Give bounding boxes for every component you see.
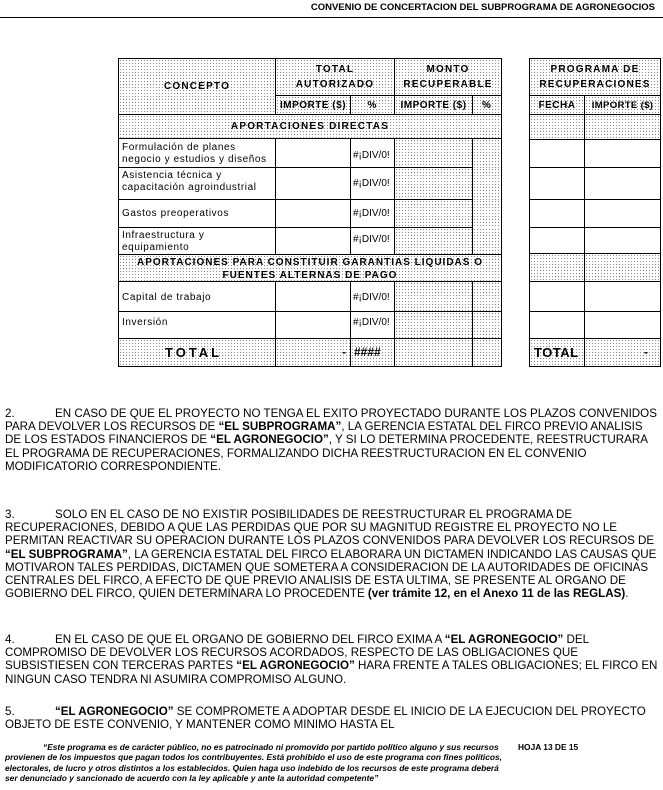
row-importe	[276, 282, 351, 312]
recuperaciones-total-label: TOTAL	[530, 339, 585, 366]
row-monto-pct	[473, 139, 501, 168]
paragraph-text: SE COMPROMETE A ADOPTAR DESDE EL INICIO DE LA EJECUCION DEL PROYECTO OBJETO DE ESTE CONVENIO, Y MANTENER COMO MINIMO HASTA EL	[5, 705, 646, 732]
sched-importe	[585, 282, 660, 312]
paragraph-number: 4.	[5, 633, 15, 646]
budget-table	[118, 58, 502, 367]
row-monto	[395, 312, 473, 339]
row-importe	[276, 168, 351, 200]
paragraph-number: 3.	[5, 508, 15, 521]
bold-term: “EL AGRONEGOCIO”	[236, 659, 355, 673]
monto-importe-header: IMPORTE ($)	[395, 96, 473, 115]
paragraph-text: , LA GERENCIA ESTATAL DEL FIRCO ELABORARA UN DICTAMEN INDICANDO LAS CAUSAS QUE MOTIVARON TALES PERDIDAS, DICTAMEN QUE SOMETERA A CONSIDERACION DE LA AUTORIDADES DE OFICINAS CENTRALES DEL FIRCO, A EFECTO DE QUE PREVIO ANALISIS DE ESTA ULTIMA, SE PRESENTE AL ORGANO DE GOBIERNO DEL FIRCO, QUIEN DETERMINARA LO PROCEDENTE	[5, 547, 657, 601]
paragraph-text: , LA GERENCIA ESTATAL DEL FIRCO PREVIO ANALISIS DE LOS ESTADOS FINANCIEROS DE	[5, 420, 643, 447]
total-pct: ####	[351, 339, 395, 366]
paragraph-5	[5, 705, 660, 731]
paragraph-3	[5, 508, 660, 600]
bold-term: “EL AGRONEGOCIO”	[444, 633, 564, 646]
document-title: CONVENIO DE CONCERTACION DEL SUBPROGRAMA DE AGRONEGOCIOS	[310, 2, 655, 13]
sched-fecha	[530, 168, 585, 200]
sched-importe	[585, 168, 660, 200]
header-rule	[0, 17, 663, 18]
row-importe	[276, 312, 351, 339]
row-monto-pct	[473, 168, 501, 200]
row-monto	[395, 139, 473, 168]
sched-importe	[585, 254, 660, 282]
recuperaciones-total-value: -	[585, 339, 660, 366]
paragraph-text: , Y SI LO DETERMINA PROCEDENTE, REESTRUCTURARA EL PROGRAMA DE RECUPERACIONES, FORMALIZANDO DICHA REESTRUCTURACION EN EL CONVENIO MODIFICATORIO CORRESPONDIENTE.	[5, 433, 648, 473]
row-pct: #¡DIV/0!	[351, 139, 395, 168]
paragraph-text: .	[625, 587, 629, 601]
total-monto-pct	[473, 339, 501, 366]
total-importe: -	[276, 339, 351, 366]
importe-header: IMPORTE ($)	[585, 96, 660, 115]
paragraph-text: EN CASO DE QUE EL PROYECTO NO TENGA EL EXITO PROYECTADO DURANTE LOS PLAZOS CONVENIDOS PARA DEVOLVER LOS RECURSOS DE	[5, 407, 657, 434]
row-label: Formulación de planes negocio y estudios y diseños	[119, 139, 276, 168]
sched-fecha	[530, 312, 585, 339]
row-label: Capital de trabajo	[119, 282, 276, 312]
total-label: TOTAL	[119, 339, 276, 366]
recuperaciones-header: PROGRAMA DE RECUPERACIONES	[530, 59, 660, 96]
total-importe-header: IMPORTE ($)	[276, 96, 351, 115]
total-monto	[395, 339, 473, 366]
section-aportaciones-garantias: APORTACIONES PARA CONSTITUIR GARANTIAS LIQUIDAS O FUENTES ALTERNAS DE PAGO	[119, 254, 501, 282]
paragraph-text: EN EL CASO DE QUE EL ORGANO DE GOBIERNO DEL FIRCO EXIMA A	[55, 633, 445, 646]
page-number: HOJA 13 DE 15	[518, 742, 579, 752]
row-pct: #¡DIV/0!	[351, 168, 395, 200]
sched-fecha	[530, 282, 585, 312]
sched-importe	[585, 312, 660, 339]
row-monto-pct	[473, 228, 501, 254]
monto-recuperable-header: MONTO RECUPERABLE	[395, 59, 501, 96]
sched-importe	[585, 228, 660, 254]
row-label: Asistencia técnica y capacitación agroindustrial	[119, 168, 276, 200]
total-autorizado-header: TOTAL AUTORIZADO	[276, 59, 395, 96]
concepto-header: CONCEPTO	[119, 59, 276, 115]
row-importe	[276, 139, 351, 168]
bold-term: (ver trámite 12, en el Anexo 11 de las REGLAS)	[367, 587, 626, 601]
sched-row	[585, 115, 660, 139]
sched-fecha	[530, 228, 585, 254]
bold-term: “EL SUBPROGRAMA”	[218, 420, 342, 434]
paragraph-number: 5.	[5, 705, 15, 718]
row-monto-pct	[473, 312, 501, 339]
paragraph-text: HARA FRENTE A TALES OBLIGACIONES; EL FIRCO EN NINGUN CASO TENDRA NI ASUMIRA COMPROMISO ALGUNO.	[5, 659, 658, 686]
monto-pct-header: %	[473, 96, 501, 115]
total-pct-header: %	[351, 96, 395, 115]
row-monto	[395, 200, 473, 228]
fecha-header: FECHA	[530, 96, 585, 115]
row-pct: #¡DIV/0!	[351, 200, 395, 228]
sched-importe	[585, 139, 660, 168]
bold-term: “EL AGRONEGOCIO”	[210, 433, 329, 447]
row-label: Gastos preoperativos	[119, 200, 276, 228]
row-label: Infraestructura y equipamiento	[119, 228, 276, 254]
row-monto	[395, 228, 473, 254]
paragraph-number: 2.	[5, 407, 15, 420]
row-monto	[395, 168, 473, 200]
sched-row	[530, 115, 585, 139]
bold-term: “EL SUBPROGRAMA”	[5, 547, 128, 561]
row-monto	[395, 282, 473, 312]
sched-fecha	[530, 200, 585, 228]
row-pct: #¡DIV/0!	[351, 282, 395, 312]
row-monto-pct	[473, 282, 501, 312]
row-pct: #¡DIV/0!	[351, 228, 395, 254]
section-aportaciones-directas: APORTACIONES DIRECTAS	[119, 115, 501, 139]
paragraph-2	[5, 407, 660, 473]
row-pct: #¡DIV/0!	[351, 312, 395, 339]
footer-disclaimer: “Este programa es de carácter público, no es patrocinado ni promovido por partido político alguno y sus recursos provienen de los impuestos que pagan todos los contribuyentes. Está prohibido el uso de este programa con fines políticos, electorales, de lucro y otros distintos a los establecidos. Quien haga uso indebido de los recursos de este programa deberá ser denunciado y sancionado de acuerdo con la ley aplicable y ante la autoridad competente”	[5, 742, 502, 784]
page-header	[0, 0, 663, 16]
paragraph-4	[5, 633, 660, 686]
paragraph-text: DEL COMPROMISO DE DEVOLVER LOS RECURSOS ACORDADOS, RESPECTO DE LAS OBLIGACIONES QUE SUBSISTIESEN CON TERCERAS PARTES	[5, 633, 589, 673]
bold-term: “EL AGRONEGOCIO”	[55, 705, 174, 718]
row-importe	[276, 228, 351, 254]
row-importe	[276, 200, 351, 228]
row-label: Inversión	[119, 312, 276, 339]
sched-importe	[585, 200, 660, 228]
sched-fecha	[530, 254, 585, 282]
sched-fecha	[530, 139, 585, 168]
recuperaciones-table	[529, 58, 661, 367]
row-monto-pct	[473, 200, 501, 228]
paragraph-text: SOLO EN EL CASO DE NO EXISTIR POSIBILIDADES DE REESTRUCTURAR EL PROGRAMA DE RECUPERACIONES, DEBIDO A QUE LAS PERDIDAS QUE POR SU MAGNITUD REGISTRE EL PROYECTO NO LE PERMITAN REACTIVAR SU OPERACION DURANTE LOS PLAZOS CONVENIDOS PARA DEVOLVER LOS RECURSOS DE	[5, 508, 655, 548]
